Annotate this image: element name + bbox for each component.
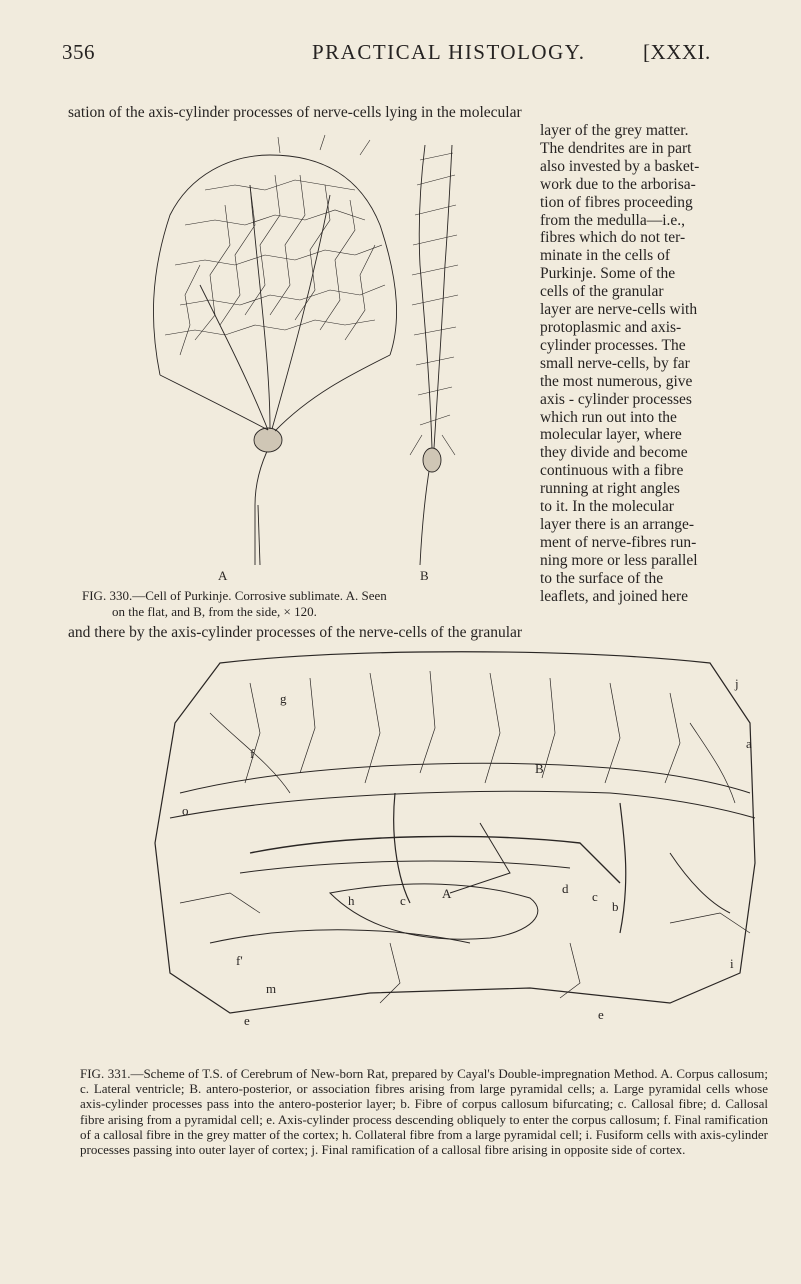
figure-331-label-f-prime: f'	[236, 953, 243, 968]
figure-331-label-i: i	[730, 956, 734, 971]
figure-330-caption-line: FIG. 330.—Cell of Purkinje. Corrosive sublimate. A. Seen	[82, 588, 387, 603]
chapter-marker: [XXXI.	[643, 40, 711, 64]
column-line: also invested by a basket-	[540, 157, 700, 175]
page-number: 356	[62, 40, 95, 64]
purkinje-cell-a-drawing	[153, 155, 396, 565]
column-line: to it. In the molecular	[540, 498, 674, 516]
column-line: ning more or less parallel	[540, 551, 698, 569]
figure-331-label-b-upper: B	[535, 761, 544, 776]
column-line: running at right angles	[540, 480, 680, 498]
column-line: Purkinje. Some of the	[540, 265, 676, 283]
figure-331-label-b: b	[612, 899, 619, 914]
running-title: PRACTICAL HISTOLOGY.	[312, 40, 586, 64]
figure-331-cerebrum-scheme	[150, 643, 762, 1063]
purkinje-cell-b-drawing	[410, 145, 458, 565]
figure-331-label-h: h	[348, 893, 355, 908]
column-line: continuous with a fibre	[540, 462, 684, 480]
column-line: molecular layer, where	[540, 426, 682, 444]
figure-330-caption	[82, 588, 542, 620]
figure-331-label-f: f	[250, 746, 255, 761]
column-line: small nerve-cells, by far	[540, 354, 690, 372]
figure-331-label-m: m	[266, 981, 277, 996]
column-line: from the medulla—i.e.,	[540, 211, 686, 229]
column-line: axis - cylinder processes	[540, 390, 692, 408]
figure-330-label-b: B	[420, 568, 429, 583]
figure-331-caption: FIG. 331.—Scheme of T.S. of Cerebrum of New-born Rat, prepared by Cayal's Double-impregnation Method. A. Corpus callosum; c. Lateral ventricle; B. antero-posterior, or association fibres arising from large pyramidal cells; a. Large pyramidal cells whose axis-cylinder processes pass into the antero-posterior layer; b. Fibre of corpus callosum bifurcating; c. Callosal fibre; d. Callosal fibre arising from a pyramidal cell; e. Axis-cylinder process descending obliquely to enter the corpus callosum; f. Final ramification of a callosal fibre in the grey matter of the cortex; h. Collateral fibre from a large pyramidal cell; i. Fusiform cells with axis-cylinder processes passing into outer layer of cortex; j. Final ramification of a callosal fibre arising in opposite side of cortex.	[80, 1066, 768, 1158]
column-line: ment of nerve-fibres run-	[540, 533, 697, 551]
column-line: they divide and become	[540, 444, 688, 462]
lead-paragraph-line: sation of the axis-cylinder processes of nerve-cells lying in the molecular	[68, 104, 522, 121]
figure-330-purkinje-illustration	[120, 125, 520, 585]
column-line: layer of the grey matter.	[540, 122, 689, 139]
continuation-line: and there by the axis-cylinder processes of the nerve-cells of the granular	[68, 624, 523, 641]
figure-331-label-o: o	[182, 803, 189, 818]
column-line: minate in the cells of	[540, 247, 670, 265]
column-line: work due to the arborisa-	[540, 175, 696, 193]
column-line: layer there is an arrange-	[540, 515, 695, 533]
figure-330-caption-line: on the flat, and B, from the side, × 120.	[112, 604, 317, 619]
column-line: tion of fibres proceeding	[540, 193, 693, 211]
column-line: The dendrites are in part	[540, 139, 692, 157]
right-text-column	[540, 122, 755, 605]
column-line: which run out into the	[540, 408, 677, 426]
figure-331-label-g: g	[280, 691, 287, 706]
column-line: fibres which do not ter-	[540, 229, 686, 247]
figure-331-label-e: e	[244, 1013, 250, 1028]
figure-331-label-a: a	[746, 736, 752, 751]
column-line: layer are nerve-cells with	[540, 301, 698, 319]
column-line: protoplasmic and axis-	[540, 318, 682, 336]
figure-331-label-c2: c	[592, 889, 598, 904]
figure-331-label-d: d	[562, 881, 569, 896]
figure-331-label-e2: e	[598, 1007, 604, 1022]
figure-331-label-j: j	[735, 676, 739, 691]
figure-331-label-a-upper: A	[442, 886, 452, 901]
column-line: cylinder processes. The	[540, 336, 686, 354]
figure-330-label-a: A	[218, 568, 228, 583]
column-line: cells of the granular	[540, 283, 664, 301]
column-line: leaflets, and joined here	[540, 587, 689, 605]
column-line: to the surface of the	[540, 569, 664, 587]
column-line: the most numerous, give	[540, 372, 693, 390]
figure-331-label-c: c	[400, 893, 406, 908]
